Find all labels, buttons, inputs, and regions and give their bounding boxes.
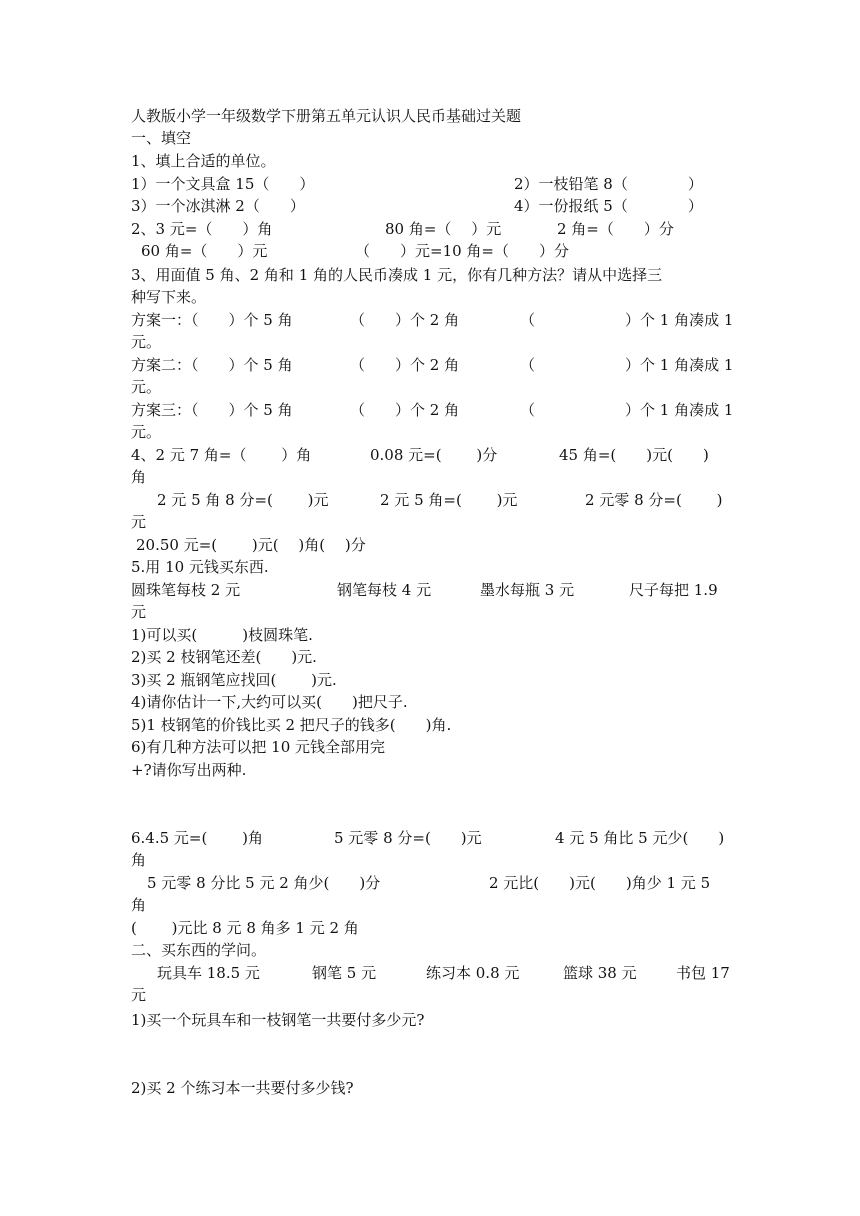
q5-price: 钢笔每枝 4 元: [337, 581, 432, 599]
s2-price: 练习本 0.8 元: [426, 964, 520, 982]
plan-b: （ ）个 2 角: [350, 401, 460, 419]
q6-item: 2 元比( )元( )角少 1 元 5: [489, 874, 711, 892]
plan-a: 方案二：（ ）个 5 角: [131, 356, 293, 374]
q5-item: +?请你写出两种.: [131, 761, 247, 779]
s2-price: 篮球 38 元: [563, 964, 637, 982]
q5-item: 2)买 2 枝钢笔还差( )元.: [131, 648, 317, 666]
q4-item: 2 元 5 角 8 分=( )元: [157, 491, 329, 509]
q6-item: 5 元零 8 分比 5 元 2 角少( )分: [147, 874, 381, 892]
q1-item: 3）一个冰淇淋 2（ ）: [131, 197, 305, 215]
q3-line: 种写下来。: [131, 288, 207, 306]
q6-item: 5 元零 8 分=( )元: [334, 829, 482, 847]
page-title: 人教版小学一年级数学下册第五单元认识人民币基础过关题: [131, 107, 522, 125]
q4-item: 2 元零 8 分=( ): [585, 491, 723, 509]
q1-title: 1、填上合适的单位。: [131, 152, 276, 170]
q4-item: 2 元 5 角=( )元: [380, 491, 518, 509]
s2-price: 元: [131, 986, 147, 1004]
plan-c: （ ）个 1 角凑成 1: [520, 401, 734, 419]
q5-title: 5.用 10 元钱买东西.: [131, 558, 269, 576]
q5-price: 尺子每把 1.9: [629, 581, 718, 599]
q2-item: 2、3 元=（ ）角: [131, 220, 273, 238]
plan-a: 方案一：（ ）个 5 角: [131, 311, 293, 329]
q4-item: 20.50 元=( )元( )角( )分: [136, 536, 366, 554]
s2-price: 玩具车 18.5 元: [157, 964, 260, 982]
q1-item: 4）一份报纸 5（ ）: [514, 197, 703, 215]
s2-question: 1)买一个玩具车和一枝钢笔一共要付多少元?: [131, 1011, 425, 1029]
s2-question: 2)买 2 个练习本一共要付多少钱?: [131, 1079, 354, 1097]
q5-price: 墨水每瓶 3 元: [480, 581, 575, 599]
q1-item: 1）一个文具盒 15（ ）: [131, 175, 315, 193]
q2-item: 80 角=（ ）元: [385, 220, 502, 238]
q5-item: 3)买 2 瓶钢笔应找回( )元.: [131, 671, 337, 689]
plan-b: （ ）个 2 角: [350, 356, 460, 374]
s2-price: 书包 17: [676, 964, 730, 982]
q2-item: 2 角=（ ）分: [557, 220, 674, 238]
q5-price: 圆珠笔每枝 2 元: [131, 581, 241, 599]
q2-item: 60 角=（ ）元: [141, 242, 268, 260]
plan-d: 元。: [131, 378, 162, 396]
q6-item: ( )元比 8 元 8 角多 1 元 2 角: [131, 919, 359, 937]
q4-item: 元: [131, 513, 147, 531]
q4-item: 0.08 元=( )分: [370, 446, 498, 464]
q5-item: 1)可以买( )枝圆珠笔.: [131, 626, 313, 644]
plan-d: 元。: [131, 423, 162, 441]
section1-heading: 一、填空: [131, 129, 192, 147]
plan-c: （ ）个 1 角凑成 1: [520, 311, 734, 329]
q5-price: 元: [131, 603, 147, 621]
q2-item: （ ）元=10 角=（ ）分: [355, 242, 569, 260]
q6-item: 角: [131, 851, 147, 869]
plan-a: 方案三：（ ）个 5 角: [131, 401, 293, 419]
q5-item: 6)有几种方法可以把 10 元钱全部用完: [131, 738, 386, 756]
s2-price: 钢笔 5 元: [312, 964, 377, 982]
q6-item: 4 元 5 角比 5 元少( ): [555, 829, 725, 847]
q4-item: 45 角=( )元( ): [559, 446, 709, 464]
plan-c: （ ）个 1 角凑成 1: [520, 356, 734, 374]
section2-heading: 二、买东西的学问。: [131, 941, 267, 959]
q6-item: 6.4.5 元=( )角: [131, 829, 263, 847]
q3-line: 3、用面值 5 角、2 角和 1 角的人民币凑成 1 元，你有几种方法？请从中选择三: [131, 266, 663, 284]
plan-d: 元。: [131, 333, 162, 351]
q6-item: 角: [131, 896, 147, 914]
q4-item: 角: [131, 468, 147, 486]
plan-b: （ ）个 2 角: [350, 311, 460, 329]
q5-item: 4)请你估计一下,大约可以买( )把尺子.: [131, 693, 408, 711]
q1-item: 2）一枝铅笔 8（ ）: [514, 175, 703, 193]
q5-item: 5)1 枝钢笔的价钱比买 2 把尺子的钱多( )角.: [131, 716, 452, 734]
q4-item: 4、2 元 7 角=（ ）角: [131, 446, 312, 464]
